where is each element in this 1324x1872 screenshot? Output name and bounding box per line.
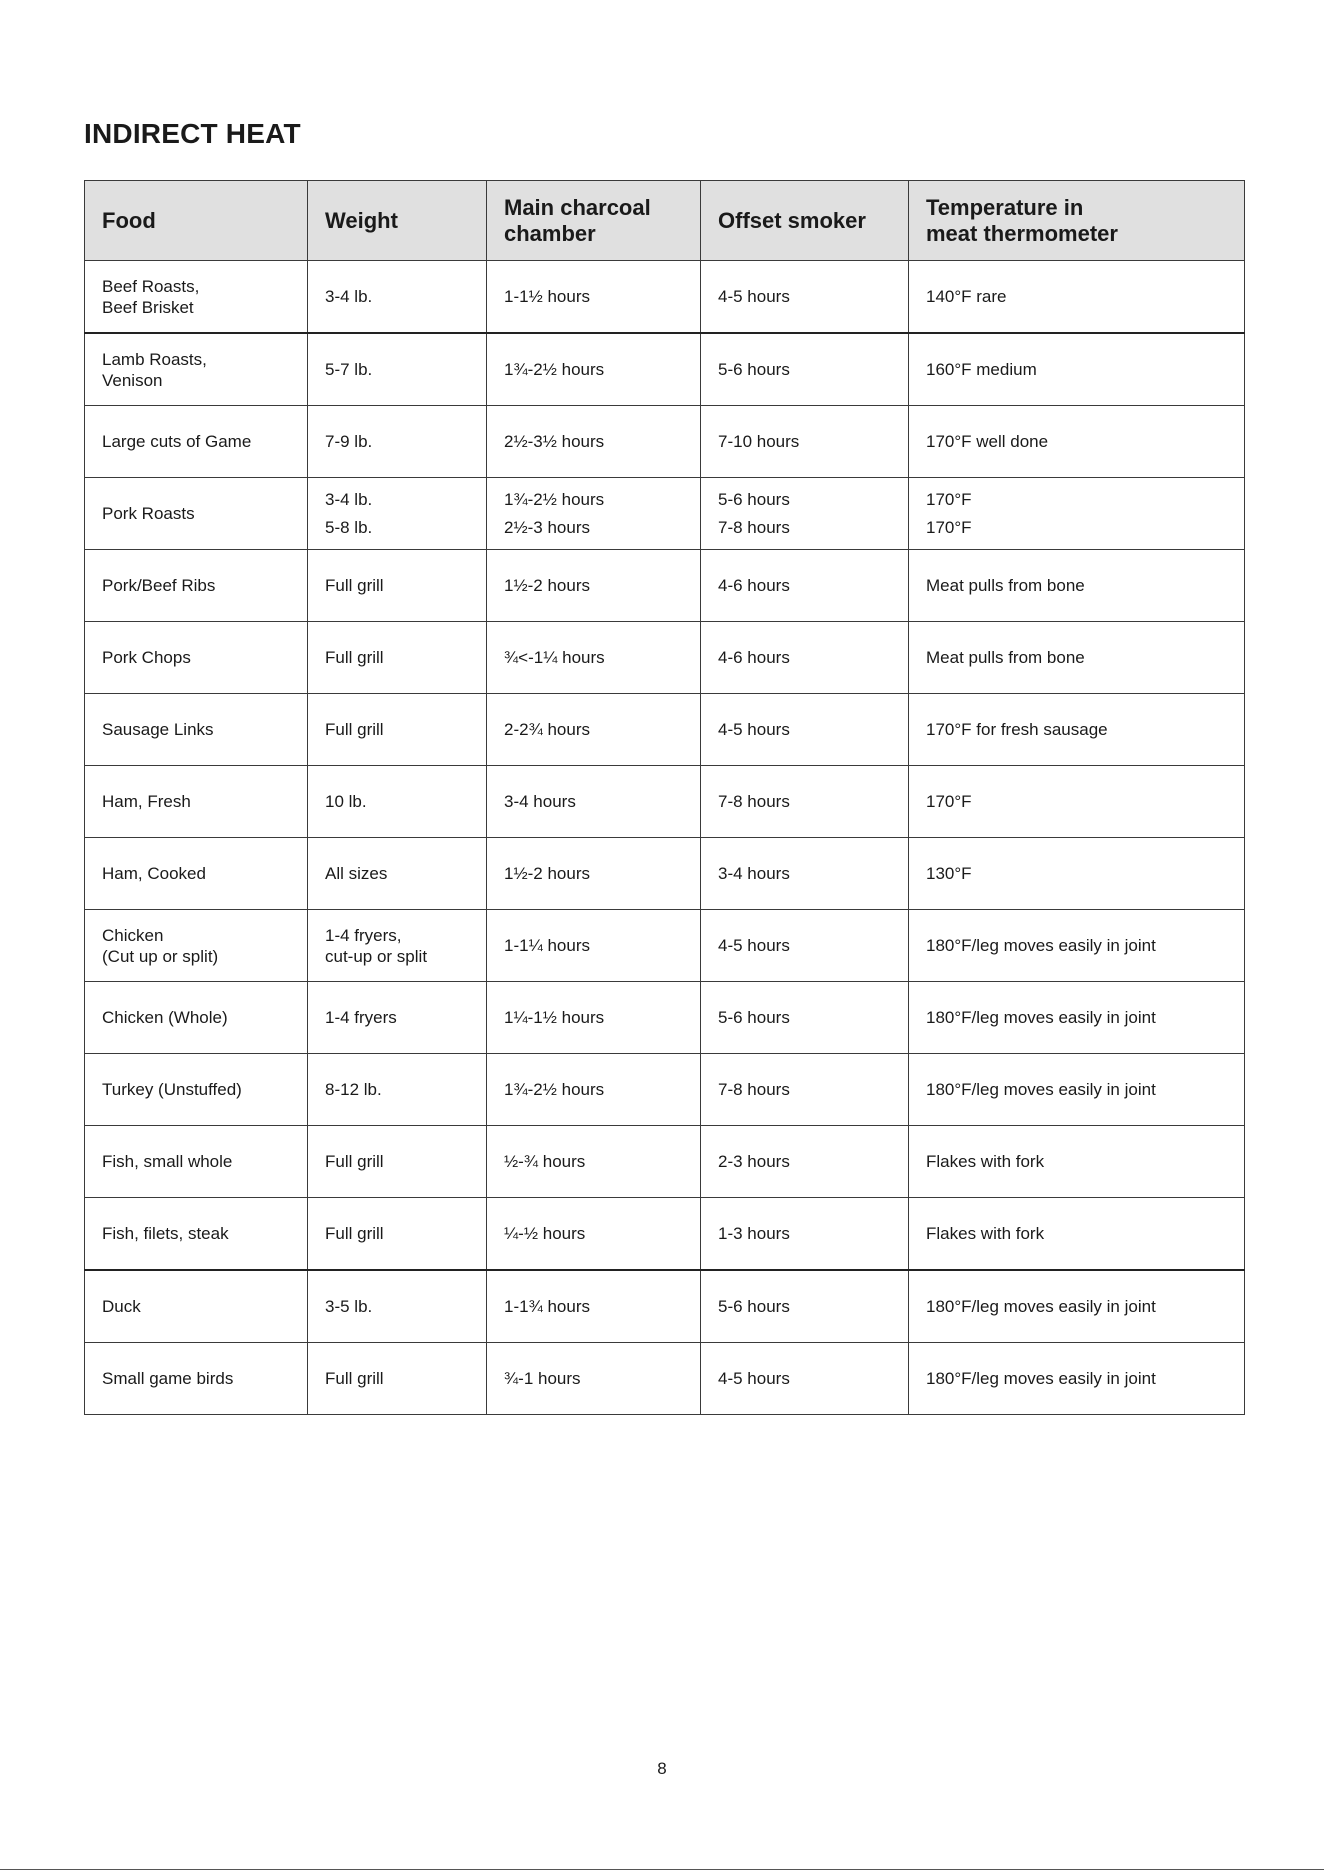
cell-food [85,1343,308,1415]
cell-food [85,550,308,622]
cell-text: ¼-½ hours [504,1224,586,1243]
cell-main-charcoal-chamber [487,766,701,838]
cell-offset-smoker [701,982,909,1054]
cell-text: 180°F/leg moves easily in joint [926,936,1156,955]
cell-offset-smoker [701,478,909,550]
cell-temperature [909,550,1245,622]
cell-text: 1-4 fryers [325,1008,397,1027]
table-row [85,550,1245,622]
cell-food [85,766,308,838]
cell-text: 1¼-1½ hours [504,1008,605,1027]
cell-text: 4-6 hours [718,576,790,595]
cell-temperature [909,406,1245,478]
cell-offset-smoker [701,838,909,910]
cell-main-charcoal-chamber [487,838,701,910]
cell-text: Venison [102,370,163,390]
table-row [85,478,1245,550]
cell-text: Full grill [325,1224,384,1243]
cell-weight [308,1126,487,1198]
cell-weight [308,406,487,478]
cell-text: Chicken [102,925,164,945]
cell-main-charcoal-chamber [487,1343,701,1415]
cell-temperature [909,766,1245,838]
table-row [85,766,1245,838]
cell-offset-smoker [701,622,909,694]
cell-offset-smoker [701,910,909,982]
table-row [85,406,1245,478]
cell-offset-smoker [701,1054,909,1126]
cell-text: 1½-2 hours [504,864,590,883]
header-label: Temperature in [926,194,1084,220]
cell-text: 1-1½ hours [504,287,590,306]
cell-text: Large cuts of Game [102,432,252,451]
cell-text: 7-8 hours [718,1080,790,1099]
cell-temperature [909,1126,1245,1198]
cell-text: 2½-3½ hours [504,432,605,451]
cell-main-charcoal-chamber [487,1270,701,1343]
cell-text: 170°F [926,490,972,509]
cell-offset-smoker [701,1343,909,1415]
table-body [85,261,1245,1415]
cell-main-charcoal-chamber [487,1198,701,1271]
cell-food [85,478,308,550]
cell-text: ¾-1 hours [504,1369,581,1388]
cell-text: ¾<-1¼ hours [504,648,605,667]
cell-text: ½-¾ hours [504,1152,586,1171]
cell-temperature [909,910,1245,982]
cell-main-charcoal-chamber [487,333,701,406]
cell-text: Ham, Fresh [102,792,191,811]
cell-food [85,1126,308,1198]
cell-text: 4-5 hours [718,1369,790,1388]
cell-main-charcoal-chamber [487,1126,701,1198]
cell-text: Duck [102,1297,141,1316]
table-row [85,261,1245,334]
cell-text: All sizes [325,864,388,883]
cell-text: 3-4 lb. [325,490,373,509]
cell-main-charcoal-chamber [487,1054,701,1126]
cell-weight [308,766,487,838]
cell-text: 170°F for fresh sausage [926,720,1108,739]
cell-text: 3-4 lb. [325,287,373,306]
cell-text: Beef Roasts, [102,276,200,296]
cell-offset-smoker [701,406,909,478]
header-label: chamber [504,220,596,246]
cell-text: 160°F medium [926,360,1037,379]
cell-food [85,694,308,766]
cell-text: 4-6 hours [718,648,790,667]
cell-text: 3-4 hours [504,792,576,811]
cell-text: 180°F/leg moves easily in joint [926,1369,1156,1388]
page-bottom-rule [0,1869,1324,1870]
cell-food [85,838,308,910]
cell-text: 3-4 hours [718,864,790,883]
cell-main-charcoal-chamber [487,261,701,334]
cell-text: Flakes with fork [926,1152,1045,1171]
cell-text: Full grill [325,720,384,739]
cell-main-charcoal-chamber [487,478,701,550]
cell-offset-smoker [701,1198,909,1271]
cell-text: 170°F well done [926,432,1049,451]
cell-temperature [909,1198,1245,1271]
cell-food [85,333,308,406]
cell-weight [308,1054,487,1126]
cell-weight [308,910,487,982]
cell-temperature [909,1343,1245,1415]
cell-text: Meat pulls from bone [926,576,1085,595]
header-weight [308,181,487,261]
table-row [85,982,1245,1054]
cell-text: 180°F/leg moves easily in joint [926,1008,1156,1027]
header-label: Main charcoal [504,194,651,220]
cell-weight [308,261,487,334]
cell-temperature [909,622,1245,694]
cell-text: 5-7 lb. [325,360,373,379]
cell-temperature [909,838,1245,910]
cell-text: 2½-3 hours [504,518,590,537]
table-row [85,1270,1245,1343]
cell-text: cut-up or split [325,946,428,966]
cell-text: 7-9 lb. [325,432,373,451]
cell-text: 4-5 hours [718,720,790,739]
indirect-heat-table [84,180,1245,1415]
cell-offset-smoker [701,550,909,622]
cell-weight [308,1343,487,1415]
table-row [85,1054,1245,1126]
cell-main-charcoal-chamber [487,622,701,694]
cell-text: Ham, Cooked [102,864,206,883]
cell-food [85,1198,308,1271]
cell-text: 4-5 hours [718,287,790,306]
table-header-row [85,181,1245,261]
table-row [85,1343,1245,1415]
cell-text: (Cut up or split) [102,946,219,966]
header-label: Offset smoker [718,207,866,233]
table-row [85,694,1245,766]
cell-food [85,982,308,1054]
header-main-charcoal-chamber [487,181,701,261]
cell-offset-smoker [701,1126,909,1198]
cell-food [85,261,308,334]
cell-offset-smoker [701,333,909,406]
cell-text: Pork/Beef Ribs [102,576,216,595]
cell-text: 5-6 hours [718,1008,790,1027]
cell-text: 1½-2 hours [504,576,590,595]
cell-text: 170°F [926,792,972,811]
cell-main-charcoal-chamber [487,406,701,478]
cell-text: 5-6 hours [718,360,790,379]
header-label: Weight [325,207,398,233]
cell-text: 170°F [926,518,972,537]
cell-text: Beef Brisket [102,297,194,317]
cell-text: 1-3 hours [718,1224,790,1243]
table-row [85,1198,1245,1271]
cell-text: 180°F/leg moves easily in joint [926,1297,1156,1316]
cell-text: 7-10 hours [718,432,800,451]
cell-text: 1¾-2½ hours [504,1080,605,1099]
cell-text: 5-6 hours [718,1297,790,1316]
cell-weight [308,982,487,1054]
cell-text: Full grill [325,1152,384,1171]
cell-weight [308,1270,487,1343]
table-row [85,1126,1245,1198]
table-row [85,838,1245,910]
cell-food [85,1270,308,1343]
cell-text: Sausage Links [102,720,214,739]
header-label: meat thermometer [926,220,1118,246]
cell-weight [308,333,487,406]
cell-text: Lamb Roasts, [102,349,207,369]
cell-offset-smoker [701,1270,909,1343]
cell-weight [308,694,487,766]
cell-temperature [909,694,1245,766]
cell-temperature [909,982,1245,1054]
cell-text: 8-12 lb. [325,1080,382,1099]
cell-offset-smoker [701,694,909,766]
cell-text: 140°F rare [926,287,1007,306]
cell-weight [308,838,487,910]
cell-text: Full grill [325,576,384,595]
header-offset-smoker [701,181,909,261]
cell-food [85,910,308,982]
cell-temperature [909,333,1245,406]
cell-text: Chicken (Whole) [102,1008,228,1027]
cell-text: Meat pulls from bone [926,648,1085,667]
cell-text: 3-5 lb. [325,1297,373,1316]
cell-text: 4-5 hours [718,936,790,955]
cell-offset-smoker [701,261,909,334]
cell-text: 5-6 hours [718,490,790,509]
cell-text: 1-1¾ hours [504,1297,590,1316]
cell-text: 2-3 hours [718,1152,790,1171]
page-number: 8 [657,1759,667,1778]
cell-weight [308,1198,487,1271]
cell-main-charcoal-chamber [487,982,701,1054]
cell-text: 5-8 lb. [325,518,373,537]
cell-text: 180°F/leg moves easily in joint [926,1080,1156,1099]
cell-text: Small game birds [102,1369,234,1388]
cell-food [85,1054,308,1126]
cell-text: Turkey (Unstuffed) [102,1080,242,1099]
cell-main-charcoal-chamber [487,694,701,766]
header-label: Food [102,207,156,233]
cell-text: 1-4 fryers, [325,925,402,945]
cell-main-charcoal-chamber [487,550,701,622]
cell-text: Pork Roasts [102,504,195,523]
cell-text: 7-8 hours [718,518,790,537]
cell-main-charcoal-chamber [487,910,701,982]
table-row [85,333,1245,406]
cell-weight [308,622,487,694]
cell-temperature [909,261,1245,334]
cell-food [85,406,308,478]
page-title: INDIRECT HEAT [84,118,301,149]
cell-text: Flakes with fork [926,1224,1045,1243]
cell-offset-smoker [701,766,909,838]
cell-temperature [909,1054,1245,1126]
cell-text: Fish, filets, steak [102,1224,229,1243]
cell-text: Full grill [325,1369,384,1388]
header-food [85,181,308,261]
cell-text: Fish, small whole [102,1152,233,1171]
cell-text: Pork Chops [102,648,191,667]
header-temperature [909,181,1245,261]
cell-temperature [909,478,1245,550]
table-row [85,622,1245,694]
table-row [85,910,1245,982]
cell-text: 1¾-2½ hours [504,490,605,509]
cell-text: 1¾-2½ hours [504,360,605,379]
cell-text: 130°F [926,864,972,883]
cell-text: 1-1¼ hours [504,936,590,955]
cell-text: Full grill [325,648,384,667]
cell-food [85,622,308,694]
cell-text: 7-8 hours [718,792,790,811]
cell-temperature [909,1270,1245,1343]
cell-weight [308,478,487,550]
cell-text: 10 lb. [325,792,367,811]
cell-text: 2-2¾ hours [504,720,590,739]
cell-weight [308,550,487,622]
